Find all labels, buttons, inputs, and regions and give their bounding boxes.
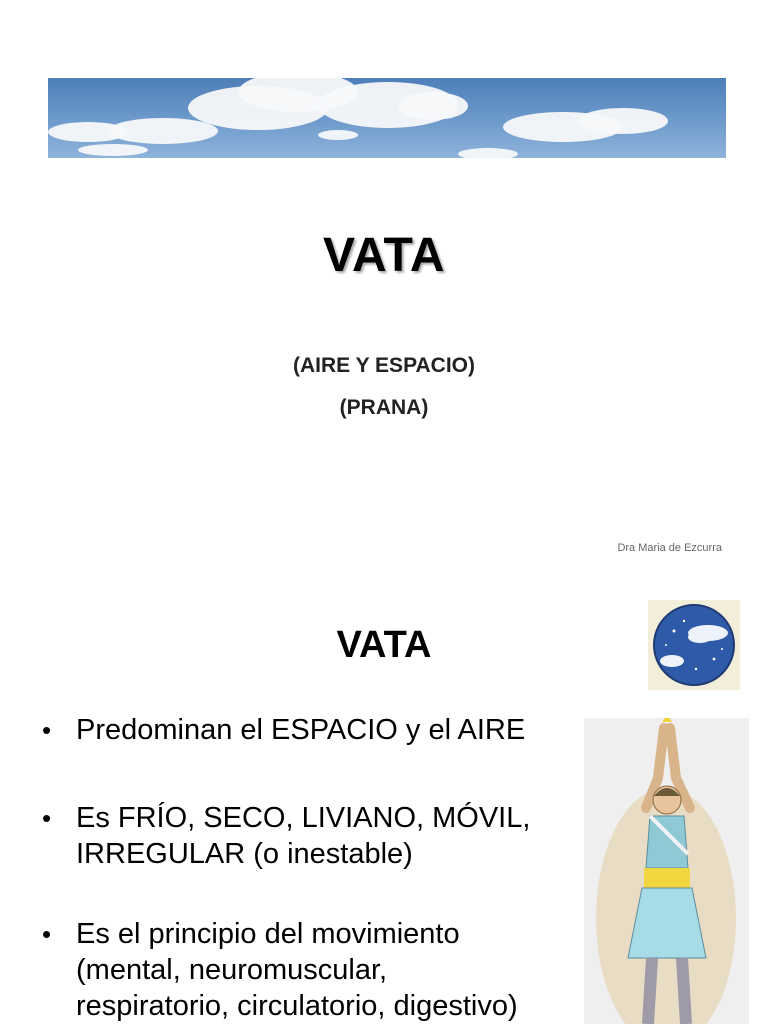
author-credit: Dra Maria de Ezcurra [617,542,722,554]
globe-icon [652,603,736,687]
slide2-title: VATA [336,624,432,666]
sky-banner-image [48,78,726,158]
bullet-3-line1: Es el principio del movimiento [76,918,460,950]
dancer-figure-icon [584,718,749,1024]
slide1-subtitle-elements: (AIRE Y ESPACIO) [292,354,476,377]
bullet-1-text: Predominan el ESPACIO y el AIRE [76,714,526,746]
bullet-item-2 [40,800,580,872]
bullet-item-3 [40,916,580,1024]
bullet-list [40,712,580,1024]
air-globe-icon [648,600,740,690]
slide1-subtitle-prana: (PRANA) [339,396,429,419]
bullet-3-line2: (mental, neuromuscular, [76,954,388,986]
content-slide [0,576,768,1024]
bullet-item-1 [40,712,580,748]
slide1-title: VATA [323,229,445,282]
dancer-figure-image [584,718,749,1024]
bullet-2-line1: Es FRÍO, SECO, LIVIANO, MÓVIL, [76,802,531,834]
bullet-3-line3: respiratorio, circulatorio, digestivo) [76,990,518,1022]
bullet-2-line2: IRREGULAR (o inestable) [76,838,413,870]
